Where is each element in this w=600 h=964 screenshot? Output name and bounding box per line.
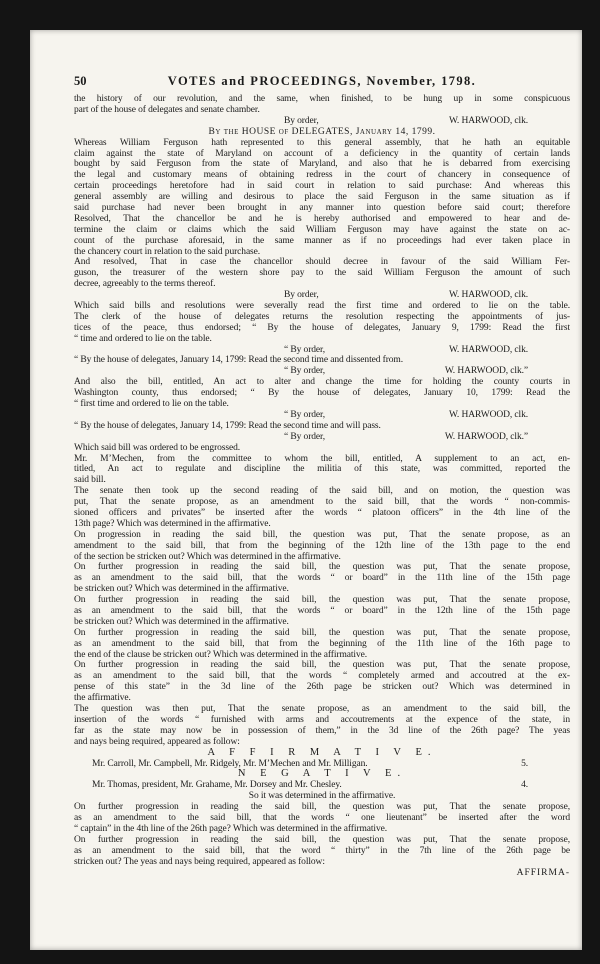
section-heading: By the HOUSE of DELEGATES, January 14, 1799. — [208, 126, 436, 137]
text-line: Which said bills and resolutions were severally read the first time and ordered to lie on the table. — [74, 301, 570, 312]
page-number: 50 — [74, 74, 87, 88]
signature-line — [74, 345, 570, 356]
text-line: stricken out? The yeas and nays being required, appeared as follow: — [74, 856, 325, 867]
text-line: On further progression in reading the said bill, the question was put, That the senate propose, — [74, 595, 570, 606]
negative-count: 4. — [521, 780, 528, 791]
text-line: as an amendment to the said bill, that the word “ thirty” in the 7th line of the 26th page be — [74, 845, 570, 856]
text-line: as an amendment to the said bill, that the words “ or board” in the 11th line of the 15th page — [74, 573, 570, 584]
text-line: pense of this state” in the 3d line of the 26th page be stricken out? Which was determined in — [74, 682, 570, 693]
text-line: On further progression in reading the said bill, the question was put, That the senate propose, — [74, 660, 570, 671]
text-line: guson, the treasurer of the western shore pay to the said William Ferguson the amount of such — [74, 268, 570, 279]
text-line: On further progression in reading the said bill, the question was put, That the senate propose, — [74, 834, 570, 845]
text-line: termine the claim or claims which the said William Ferguson may have against the state on ac- — [74, 224, 570, 235]
by-order: “ By order, — [284, 431, 325, 442]
negative-heading: N E G A T I V E. — [237, 768, 407, 780]
text-line: part of the house of delegates and senate chamber. — [74, 104, 260, 115]
clerk-signature: W. HARWOOD, clk.” — [444, 431, 528, 442]
text-line: certain proceedings heretofore had in said court in relation to said purchase: And whereas this — [74, 181, 570, 192]
text-line: the end of the clause be stricken out? Which was determined in the affirmative. — [74, 649, 368, 660]
clerk-signature: W. HARWOOD, clk. — [448, 344, 528, 355]
text-line: “ captain” in the 4th line of the 26th page? Which was determined in the affirmative. — [74, 824, 387, 834]
text-line: Whereas William Ferguson hath represented to this general assembly, that he hath an equitable — [74, 137, 570, 148]
clerk-signature: W. HARWOOD, clk. — [448, 115, 528, 126]
clerk-signature: W. HARWOOD, clk. — [448, 290, 528, 301]
running-header — [74, 76, 570, 94]
text-line: general assembly are willing and desirous to place the said Ferguson in the same situation as if — [74, 192, 570, 203]
text-line: “ By the house of delegates, January 14, 1799: Read the second time and dissented from. — [74, 355, 403, 366]
by-order: By order, — [284, 290, 319, 301]
text-line: titled, An act to regulate and discipline the militia of this state, was committed, reported the — [74, 464, 570, 475]
by-order: “ By order, — [284, 366, 325, 377]
page-content — [74, 76, 570, 878]
text-line: “ By the house of delegates, January 14, 1799: Read the second time and will pass. — [74, 420, 381, 431]
text-line: be stricken out? Which was determined in the affirmative. — [74, 616, 289, 627]
signature-line — [74, 366, 570, 377]
text-line: “ first time and ordered to lie on the table. — [74, 399, 229, 410]
signature-line — [74, 116, 570, 127]
by-order: “ By order, — [284, 344, 325, 355]
affirmative-heading: A F F I R M A T I V E. — [207, 746, 437, 758]
text-line: Mr. M’Mechen, from the committee to whom the bill, entitled, A supplement to an act, en- — [74, 453, 570, 464]
text-line: and nays being required, appeared as follow: — [74, 736, 240, 747]
text-line: insertion of the words “ furnished with arms and accoutrements at the expence of the state, in — [74, 714, 570, 725]
text-line: claim against the state of Maryland on account of a deficiency in the quantity of certain lands — [74, 148, 570, 159]
affirmative-count: 5. — [521, 758, 528, 769]
text-line: And also the bill, entitled, An act to alter and change the time for holding the county courts in — [74, 377, 570, 388]
text-line: the history of our revolution, and the same, when finished, to be hung up in some conspicuous — [74, 94, 570, 104]
by-order: “ By order, — [284, 409, 325, 420]
text-line: decree, agreeably to the terms thereof. — [74, 279, 216, 290]
text-line: On further progression in reading the said bill, the question was put, That the senate propose, — [74, 562, 570, 573]
text-line: sioned officers and privates” be inserted after the words “ platoon officers” in the 4th line of the — [74, 507, 570, 518]
text-line: The question was then put, That the senate propose, as an amendment to the said bill, the — [74, 703, 570, 714]
text-line: put, That the senate propose, as an amendment to the said bill, that the words “ non-commis- — [74, 497, 570, 508]
text-line: On further progression in reading the said bill, the question was put, That the senate propose, — [74, 802, 570, 813]
catchword: AFFIRMA- — [516, 867, 570, 878]
text-line: as an amendment to the said bill, that the words “ or board” in the 12th line of the 15th page — [74, 605, 570, 616]
text-line: far as the state may now be in possession of them,” in the 3d line of the 26th page? The yeas — [74, 725, 570, 736]
clerk-signature: W. HARWOOD, clk.” — [444, 366, 528, 377]
running-title: VOTES and PROCEEDINGS, November, 1798. — [167, 74, 477, 88]
text-line: said bill. — [74, 475, 106, 486]
text-line: So it was determined in the affirmative. — [248, 791, 396, 802]
text-line: the affirmative. — [74, 693, 131, 704]
text-line: On progression in reading the said bill, the question was put, That the senate propose, as an — [74, 529, 570, 540]
text-line: the chancery court in relation to the said purchase. — [74, 246, 261, 257]
text-line: The clerk of the house of delegates returns the resolution respecting the appointments of jus- — [74, 311, 570, 322]
signature-line — [74, 290, 570, 301]
text-line: And resolved, That in case the chancellor should decree in favour of the said William Fer- — [74, 257, 570, 268]
text-line: The senate then took up the second reading of the said bill, and on motion, the question was — [74, 486, 570, 497]
text-line: amendment to the said bill, that from the beginning of the 12th line of the 13th page to the end — [74, 540, 570, 551]
clerk-signature: W. HARWOOD, clk. — [448, 409, 528, 420]
document-page — [30, 30, 582, 950]
text-line: of the section be stricken out? Which was determined in the affirmative. — [74, 551, 341, 562]
text-line: be stricken out? Which was determined in the affirmative. — [74, 584, 289, 595]
affirmative-names: Mr. Carroll, Mr. Campbell, Mr. Ridgely, Mr. M’Mechen and Mr. Milligan. — [92, 758, 368, 769]
signature-line — [74, 410, 570, 421]
text-line: “ time and ordered to lie on the table. — [74, 333, 212, 344]
vote-line — [74, 780, 570, 791]
text-line: said purchase had never been brought in any manner into question before said court; therefore — [74, 203, 570, 214]
text-line: count of the purchase aforesaid, in the same manner as if no proceedings had ever taken place in — [74, 235, 570, 246]
text-line: On further progression in reading the said bill, the question was put, That the senate propose, — [74, 627, 570, 638]
text-line: bought by said Ferguson from the state of Maryland, and also that he is debarred from exercising — [74, 159, 570, 170]
signature-line — [74, 432, 570, 443]
text-line: as an amendment to the said bill, that the words “ one lieutenant” be inserted after the word — [74, 813, 570, 824]
text-line: tices of the peace, thus endorsed; “ By the house of delegates, January 9, 1799: Read the first — [74, 322, 570, 333]
text-line: as an amendment to the said bill, that from the beginning of the 11th line of the 16th page to — [74, 638, 570, 649]
text-line: Washington county, thus endorsed; “ By the house of delegates, January 10, 1799: Read the — [74, 388, 570, 399]
negative-names: Mr. Thomas, president, Mr. Grahame, Mr. Dorsey and Mr. Chesley. — [92, 780, 342, 791]
text-line: the legal and customary means of obtaining redress in the court of chancery in consequence of — [74, 170, 570, 181]
text-line: 13th page? Which was determined in the affirmative. — [74, 518, 271, 529]
by-order: By order, — [284, 115, 319, 126]
text-line: as an amendment to the said bill, that the words “ completely armed and accoutred at the ex- — [74, 671, 570, 682]
text-line: Resolved, That the chancellor be and he is hereby authorised and empowered to hear and de- — [74, 213, 570, 224]
text-line: Which said bill was ordered to be engrossed. — [74, 442, 241, 453]
